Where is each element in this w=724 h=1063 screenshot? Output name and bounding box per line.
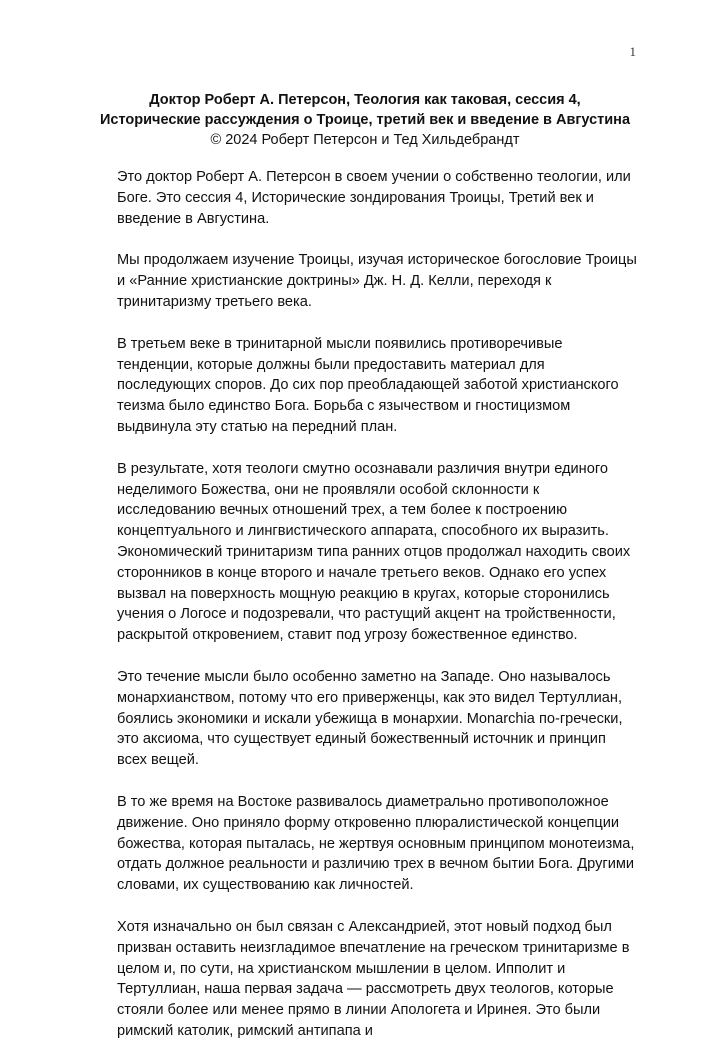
paragraph: В то же время на Востоке развивалось диаметрально противоположное движение. Оно приняло форму откровенно плюралистической концепции божества, которая пыталась, не жертвуя основным принципом монотеизма, отдать должное реальности и различию трех в вечном бытии Бога. Другими словами, их существованию как личностей. [117,793,635,894]
document-body [117,167,637,1063]
paragraph: Это течение мысли было особенно заметно на Западе. Оно называлось монархианством, потому что его приверженцы, как это видел Тертуллиан, боялись экономики и искали убежища в монархии. Monarchia по-гречески, это аксиома, что существует единый божественный источник и принцип всех вещей. [117,668,623,769]
paragraph: В результате, хотя теологи смутно осознавали различия внутри единого неделимого Божества, они не проявляли особой склонности к исследованию вечных отношений трех, а тем более к построению концептуального и лингвистического аппарата, способного их выразить. Экономический тринитаризм типа ранних отцов продолжал находить своих сторонников в конце второго и начале третьего веков. Однако его успех вызвал на поверхность мощную реакцию в кругах, которые сторонились учения о Логосе и подозревали, что растущий акцент на тройственности, раскрытой откровением, ставит под угрозу божественное единство. [117,460,631,644]
paragraph: Это доктор Роберт А. Петерсон в своем учении о собственно теологии, или Боге. Это сессия 4, Исторические зондирования Троицы, Третий век и введение в Августина. [117,169,631,227]
page-number: 1 [629,44,636,59]
document-subtitle: Исторические рассуждения о Троице, третий век и введение в Августина [100,112,631,128]
document-title: Доктор Роберт А. Петерсон, Теология как таковая, сессия 4, [149,92,581,108]
paragraph: Хотя изначально он был связан с Александрией, этот новый подход был призван оставить неизгладимое впечатление на греческом тринитаризме в целом и, по сути, на христианском мышлении в целом. Ипполит и Тертуллиан, наша первая задача — рассмотреть двух теологов, которые стояли более или менее прямо в линии Апологета и Иринея. Это были римский католик, римский антипапа и [117,918,630,1039]
paragraph: Мы продолжаем изучение Троицы, изучая историческое богословие Троицы и «Ранние христианские доктрины» Дж. Н. Д. Келли, переходя к тринитаризму третьего века. [117,252,637,310]
document-header [100,90,630,150]
copyright-line: © 2024 Роберт Петерсон и Тед Хильдебрандт [210,132,520,148]
paragraph: В третьем веке в тринитарной мысли появились противоречивые тенденции, которые должны были предоставить материал для последующих споров. До сих пор преобладающей заботой христианского теизма было единство Бога. Борьба с язычеством и гностицизмом выдвинула эту статью на передний план. [117,335,619,435]
